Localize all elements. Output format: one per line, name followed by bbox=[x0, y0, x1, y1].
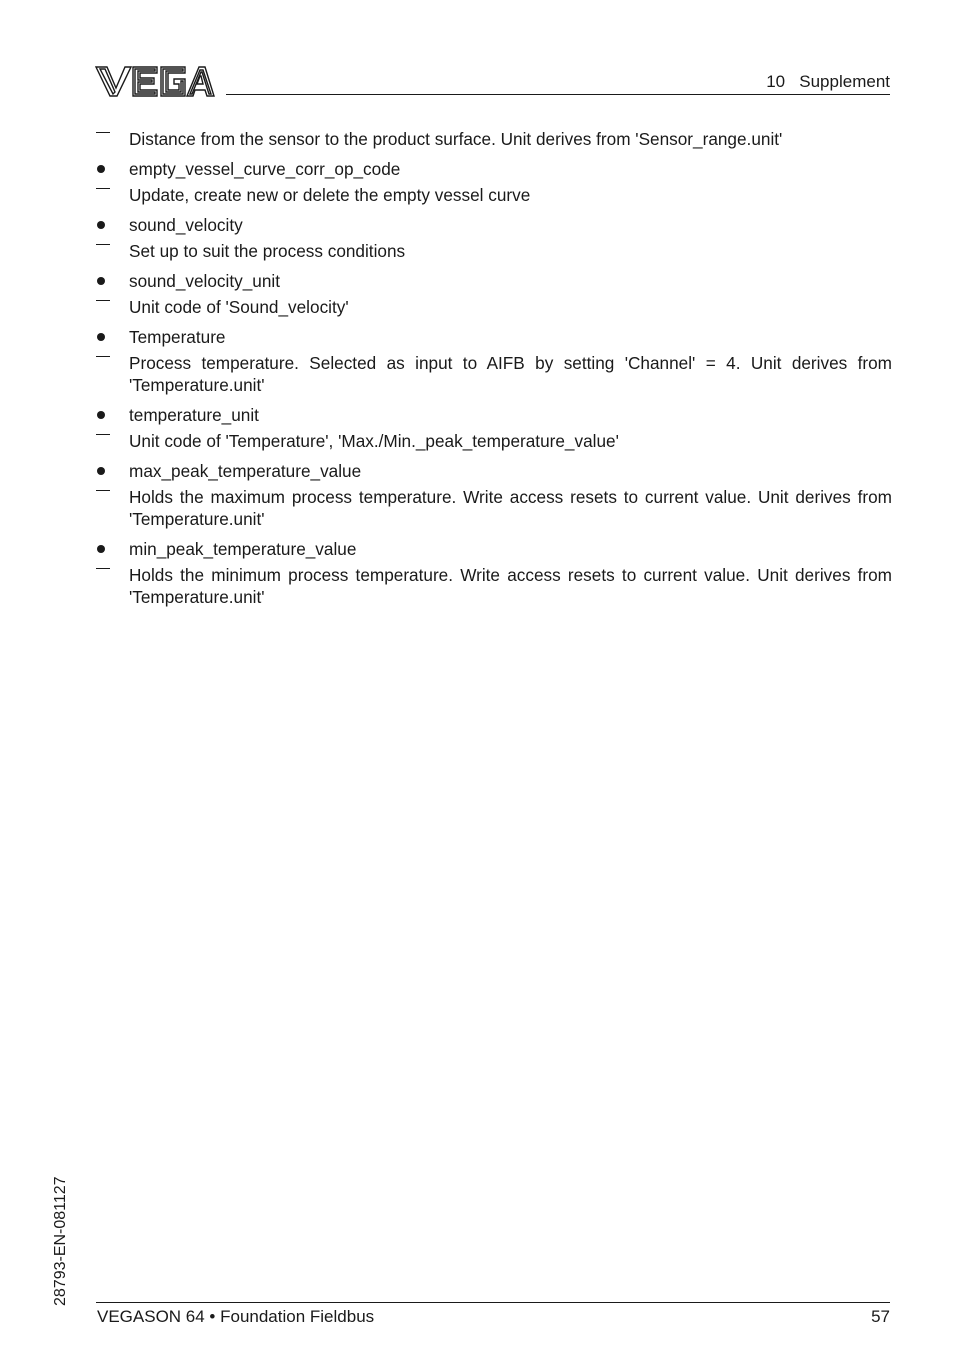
list-item bbox=[96, 460, 892, 482]
parameter-name: max_peak_temperature_value bbox=[129, 461, 362, 481]
parameter-name: sound_velocity bbox=[129, 215, 243, 235]
dash-marker bbox=[96, 240, 129, 262]
list-item bbox=[96, 486, 892, 530]
list-item bbox=[96, 430, 892, 452]
item-text: Process temperature. Selected as input to AIFB by setting 'Channel' = 4. Unit derives from 'Temperature.unit' bbox=[129, 353, 892, 395]
list-item bbox=[96, 564, 892, 608]
list-item bbox=[96, 214, 892, 236]
item-text: Unit code of 'Temperature', 'Max./Min._peak_temperature_value' bbox=[129, 431, 619, 451]
list-item bbox=[96, 326, 892, 348]
bullet-marker bbox=[96, 326, 129, 348]
parameter-list bbox=[96, 128, 892, 608]
dash-marker bbox=[96, 184, 129, 206]
vega-logo bbox=[95, 64, 215, 98]
dash-marker bbox=[96, 564, 129, 586]
list-item bbox=[96, 538, 892, 560]
bullet-marker bbox=[96, 158, 129, 180]
parameter-name: sound_velocity_unit bbox=[129, 271, 280, 291]
list-item bbox=[96, 184, 892, 206]
list-item bbox=[96, 128, 892, 150]
list-item bbox=[96, 158, 892, 180]
dash-marker bbox=[96, 486, 129, 508]
document-code: 28793-EN-081127 bbox=[52, 1176, 69, 1306]
bullet-marker bbox=[96, 270, 129, 292]
page-number: 57 bbox=[871, 1307, 890, 1326]
list-item bbox=[96, 240, 892, 262]
list-item bbox=[96, 352, 892, 396]
list-item bbox=[96, 404, 892, 426]
bullet-marker bbox=[96, 404, 129, 426]
item-text: Set up to suit the process conditions bbox=[129, 241, 406, 261]
footer-rule bbox=[96, 1302, 890, 1303]
section-title: 10 Supplement bbox=[766, 72, 890, 91]
parameter-name: min_peak_temperature_value bbox=[129, 539, 357, 559]
parameter-name: Temperature bbox=[129, 327, 226, 347]
parameter-name: temperature_unit bbox=[129, 405, 259, 425]
bullet-marker bbox=[96, 460, 129, 482]
item-text: Holds the minimum process temperature. Write access resets to current value. Unit derives from 'Temperature.unit' bbox=[129, 565, 892, 607]
bullet-marker bbox=[96, 538, 129, 560]
dash-marker bbox=[96, 128, 129, 150]
dash-marker bbox=[96, 430, 129, 452]
item-text: Unit code of 'Sound_velocity' bbox=[129, 297, 349, 317]
dash-marker bbox=[96, 296, 129, 318]
bullet-marker bbox=[96, 214, 129, 236]
list-item bbox=[96, 270, 892, 292]
dash-marker bbox=[96, 352, 129, 374]
footer-title: VEGASON 64 • Foundation Fieldbus bbox=[97, 1307, 375, 1326]
item-text: Holds the maximum process temperature. Write access resets to current value. Unit derives from 'Temperature.unit' bbox=[129, 487, 892, 529]
item-text: Distance from the sensor to the product surface. Unit derives from 'Sensor_range.unit' bbox=[129, 129, 783, 149]
header-rule bbox=[226, 94, 890, 95]
parameter-name: empty_vessel_curve_corr_op_code bbox=[129, 159, 401, 179]
list-item bbox=[96, 296, 892, 318]
item-text: Update, create new or delete the empty vessel curve bbox=[129, 185, 531, 205]
